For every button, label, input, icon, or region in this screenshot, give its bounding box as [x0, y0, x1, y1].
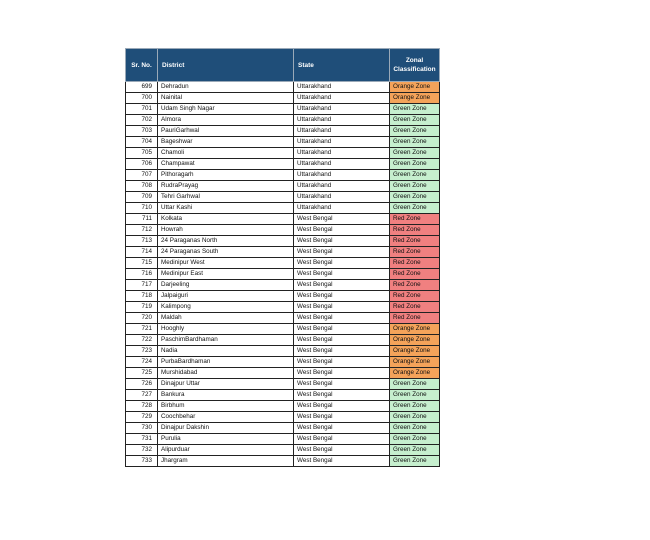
header-zonal-classification: Zonal Classification [390, 49, 440, 82]
sr-no-cell: 710 [126, 203, 158, 214]
table-row [126, 423, 440, 434]
table-row [126, 434, 440, 445]
header-state: State [294, 49, 390, 82]
table-row [126, 82, 440, 93]
zone-cell: Green Zone [390, 104, 440, 115]
header-row [126, 49, 440, 82]
sr-no-cell: 707 [126, 170, 158, 181]
district-cell: Tehri Garhwal [158, 192, 294, 203]
sr-no-cell: 714 [126, 247, 158, 258]
sr-no-cell: 703 [126, 126, 158, 137]
district-cell: Almora [158, 115, 294, 126]
sr-no-cell: 724 [126, 357, 158, 368]
table-row [126, 258, 440, 269]
state-cell: Uttarakhand [294, 170, 390, 181]
sr-no-cell: 720 [126, 313, 158, 324]
state-cell: West Bengal [294, 225, 390, 236]
sr-no-cell: 711 [126, 214, 158, 225]
zone-cell: Red Zone [390, 291, 440, 302]
zone-cell: Green Zone [390, 159, 440, 170]
district-cell: Coochbehar [158, 412, 294, 423]
zone-cell: Green Zone [390, 203, 440, 214]
state-cell: Uttarakhand [294, 104, 390, 115]
table-row [126, 115, 440, 126]
zone-cell: Green Zone [390, 126, 440, 137]
state-cell: West Bengal [294, 412, 390, 423]
sr-no-cell: 705 [126, 148, 158, 159]
district-cell: Chamoli [158, 148, 294, 159]
zone-cell: Orange Zone [390, 324, 440, 335]
table-row [126, 302, 440, 313]
state-cell: Uttarakhand [294, 181, 390, 192]
sr-no-cell: 731 [126, 434, 158, 445]
district-cell: Kolkata [158, 214, 294, 225]
zone-cell: Orange Zone [390, 346, 440, 357]
sr-no-cell: 722 [126, 335, 158, 346]
state-cell: West Bengal [294, 434, 390, 445]
sr-no-cell: 726 [126, 379, 158, 390]
state-cell: Uttarakhand [294, 192, 390, 203]
zone-cell: Red Zone [390, 247, 440, 258]
zone-cell: Green Zone [390, 192, 440, 203]
sr-no-cell: 729 [126, 412, 158, 423]
district-cell: Pithoragarh [158, 170, 294, 181]
state-cell: West Bengal [294, 258, 390, 269]
table-row [126, 280, 440, 291]
table-row [126, 456, 440, 467]
zone-cell: Red Zone [390, 236, 440, 247]
sr-no-cell: 723 [126, 346, 158, 357]
zone-cell: Green Zone [390, 434, 440, 445]
zone-cell: Green Zone [390, 148, 440, 159]
table-row [126, 247, 440, 258]
table-row [126, 137, 440, 148]
sr-no-cell: 733 [126, 456, 158, 467]
header-sr-no: Sr. No. [126, 49, 158, 82]
district-cell: Howrah [158, 225, 294, 236]
state-cell: West Bengal [294, 236, 390, 247]
district-cell: Kalimpong [158, 302, 294, 313]
district-cell: Medinipur East [158, 269, 294, 280]
zone-cell: Green Zone [390, 170, 440, 181]
table-row [126, 181, 440, 192]
state-cell: Uttarakhand [294, 137, 390, 148]
zone-cell: Green Zone [390, 456, 440, 467]
table-row [126, 324, 440, 335]
table-row [126, 313, 440, 324]
district-cell: PaschimBardhaman [158, 335, 294, 346]
sr-no-cell: 721 [126, 324, 158, 335]
state-cell: West Bengal [294, 280, 390, 291]
district-cell: Nainital [158, 93, 294, 104]
sr-no-cell: 727 [126, 390, 158, 401]
state-cell: West Bengal [294, 313, 390, 324]
sr-no-cell: 728 [126, 401, 158, 412]
header-district: District [158, 49, 294, 82]
district-cell: PurbaBardhaman [158, 357, 294, 368]
state-cell: Uttarakhand [294, 159, 390, 170]
state-cell: Uttarakhand [294, 82, 390, 93]
district-cell: 24 Paraganas North [158, 236, 294, 247]
district-cell: Maldah [158, 313, 294, 324]
district-cell: Birbhum [158, 401, 294, 412]
zone-cell: Red Zone [390, 225, 440, 236]
sr-no-cell: 732 [126, 445, 158, 456]
table-row [126, 390, 440, 401]
zone-cell: Orange Zone [390, 335, 440, 346]
table-row [126, 159, 440, 170]
table-row [126, 291, 440, 302]
district-cell: Medinipur West [158, 258, 294, 269]
state-cell: West Bengal [294, 379, 390, 390]
state-cell: West Bengal [294, 357, 390, 368]
zone-cell: Orange Zone [390, 93, 440, 104]
zone-cell: Green Zone [390, 115, 440, 126]
sr-no-cell: 717 [126, 280, 158, 291]
district-cell: Alipurduar [158, 445, 294, 456]
zone-cell: Red Zone [390, 280, 440, 291]
table-row [126, 126, 440, 137]
sr-no-cell: 719 [126, 302, 158, 313]
state-cell: West Bengal [294, 324, 390, 335]
zone-cell: Green Zone [390, 390, 440, 401]
table-row [126, 335, 440, 346]
zone-cell: Red Zone [390, 269, 440, 280]
table-row [126, 148, 440, 159]
district-cell: Dinajpur Dakshin [158, 423, 294, 434]
district-cell: Hooghly [158, 324, 294, 335]
sr-no-cell: 702 [126, 115, 158, 126]
table-row [126, 379, 440, 390]
district-cell: Uttar Kashi [158, 203, 294, 214]
sr-no-cell: 718 [126, 291, 158, 302]
district-cell: Murshidabad [158, 368, 294, 379]
district-cell: Champawat [158, 159, 294, 170]
table-row [126, 445, 440, 456]
state-cell: Uttarakhand [294, 203, 390, 214]
state-cell: West Bengal [294, 390, 390, 401]
sr-no-cell: 713 [126, 236, 158, 247]
district-cell: Darjeeling [158, 280, 294, 291]
sr-no-cell: 712 [126, 225, 158, 236]
table-row [126, 412, 440, 423]
zone-cell: Green Zone [390, 423, 440, 434]
table-row [126, 401, 440, 412]
district-cell: RudraPrayag [158, 181, 294, 192]
state-cell: Uttarakhand [294, 115, 390, 126]
state-cell: Uttarakhand [294, 93, 390, 104]
sr-no-cell: 715 [126, 258, 158, 269]
district-cell: PauriGarhwal [158, 126, 294, 137]
zone-cell: Red Zone [390, 214, 440, 225]
sr-no-cell: 699 [126, 82, 158, 93]
zone-cell: Orange Zone [390, 357, 440, 368]
sr-no-cell: 709 [126, 192, 158, 203]
state-cell: West Bengal [294, 346, 390, 357]
state-cell: West Bengal [294, 269, 390, 280]
state-cell: West Bengal [294, 214, 390, 225]
zone-cell: Green Zone [390, 181, 440, 192]
state-cell: Uttarakhand [294, 148, 390, 159]
district-cell: Purulia [158, 434, 294, 445]
table-row [126, 93, 440, 104]
zonal-classification-table [125, 48, 440, 467]
sr-no-cell: 708 [126, 181, 158, 192]
state-cell: West Bengal [294, 247, 390, 258]
state-cell: West Bengal [294, 445, 390, 456]
district-cell: Jalpaiguri [158, 291, 294, 302]
zone-cell: Red Zone [390, 258, 440, 269]
district-cell: Dinajpur Uttar [158, 379, 294, 390]
state-cell: West Bengal [294, 302, 390, 313]
zone-cell: Orange Zone [390, 82, 440, 93]
sr-no-cell: 701 [126, 104, 158, 115]
zone-cell: Orange Zone [390, 368, 440, 379]
zone-cell: Green Zone [390, 445, 440, 456]
district-cell: Bankura [158, 390, 294, 401]
table-row [126, 170, 440, 181]
sr-no-cell: 716 [126, 269, 158, 280]
zone-cell: Red Zone [390, 313, 440, 324]
table-body [126, 82, 440, 467]
zone-cell: Green Zone [390, 379, 440, 390]
state-cell: West Bengal [294, 368, 390, 379]
zone-cell: Green Zone [390, 412, 440, 423]
table-row [126, 269, 440, 280]
district-cell: Bageshwar [158, 137, 294, 148]
state-cell: West Bengal [294, 401, 390, 412]
state-cell: West Bengal [294, 291, 390, 302]
sr-no-cell: 725 [126, 368, 158, 379]
district-cell: 24 Paraganas South [158, 247, 294, 258]
table-row [126, 192, 440, 203]
state-cell: West Bengal [294, 456, 390, 467]
table-row [126, 357, 440, 368]
state-cell: Uttarakhand [294, 126, 390, 137]
table-row [126, 203, 440, 214]
district-cell: Udam Singh Nagar [158, 104, 294, 115]
table-row [126, 225, 440, 236]
sr-no-cell: 700 [126, 93, 158, 104]
state-cell: West Bengal [294, 335, 390, 346]
zone-cell: Red Zone [390, 302, 440, 313]
table-row [126, 214, 440, 225]
table-row [126, 236, 440, 247]
zone-cell: Green Zone [390, 137, 440, 148]
sr-no-cell: 704 [126, 137, 158, 148]
table-row [126, 346, 440, 357]
sr-no-cell: 730 [126, 423, 158, 434]
table-row [126, 104, 440, 115]
sr-no-cell: 706 [126, 159, 158, 170]
district-cell: Nadia [158, 346, 294, 357]
state-cell: West Bengal [294, 423, 390, 434]
district-cell: Dehradun [158, 82, 294, 93]
table-row [126, 368, 440, 379]
district-cell: Jhargram [158, 456, 294, 467]
table-header [126, 49, 440, 82]
zone-cell: Green Zone [390, 401, 440, 412]
